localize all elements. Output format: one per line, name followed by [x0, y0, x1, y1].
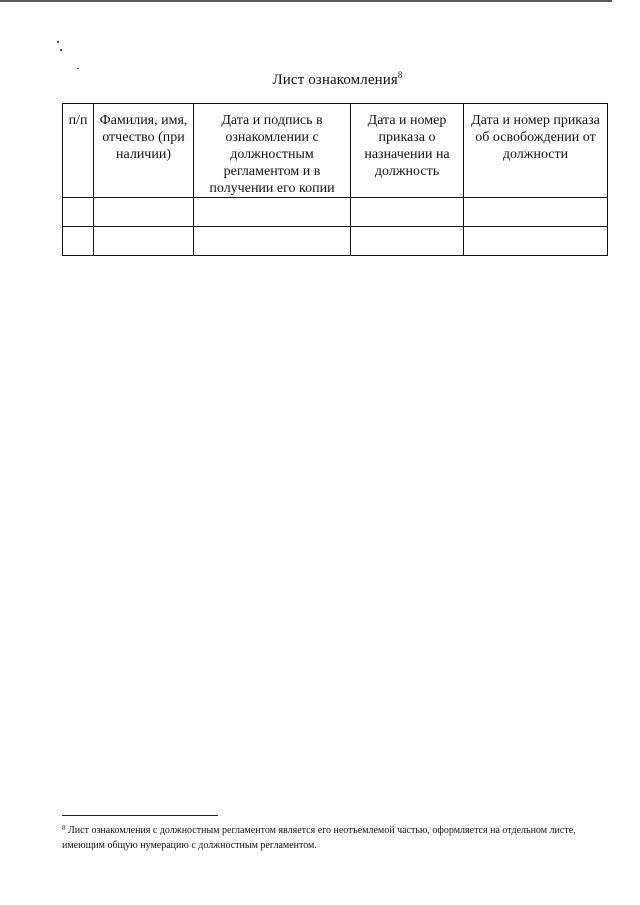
scan-speck [57, 41, 59, 43]
title-footnote-mark: 8 [397, 70, 403, 80]
footnote [62, 821, 617, 853]
table-cell[interactable] [63, 198, 94, 227]
top-scan-edge-line [0, 0, 612, 2]
footnote-mark: 8 [62, 824, 66, 832]
header-acknowledgement-date-signature: Дата и подпись в ознакомлении с должностным регламентом и в получении его копии [194, 104, 351, 198]
table-cell[interactable] [351, 227, 464, 256]
scan-speck [60, 49, 62, 51]
table-row [63, 198, 608, 227]
page-title-text: Лист ознакомления [272, 72, 398, 88]
page-title [0, 70, 640, 89]
table-cell[interactable] [94, 227, 194, 256]
footnote-text: Лист ознакомления с должностным регламентом является его неотъемлемой частью, оформляется на отдельном листе, имеющим общую нумерацию с должностным регламентом. [62, 825, 576, 851]
scan-speck [77, 68, 79, 69]
table-cell[interactable] [94, 198, 194, 227]
table-cell[interactable] [194, 198, 351, 227]
header-appointment-order: Дата и номер приказа о назначении на должность [351, 104, 464, 198]
table-header-row [63, 104, 608, 198]
acknowledgement-table [62, 103, 608, 256]
table-cell[interactable] [194, 227, 351, 256]
table-cell[interactable] [464, 227, 608, 256]
header-dismissal-order: Дата и номер приказа об освобождении от должности [464, 104, 608, 198]
table-cell[interactable] [464, 198, 608, 227]
header-number: п/п [63, 104, 94, 198]
table-row [63, 227, 608, 256]
table-cell[interactable] [351, 198, 464, 227]
header-full-name: Фамилия, имя, отчество (при наличии) [94, 104, 194, 198]
table-cell[interactable] [63, 227, 94, 256]
footnote-separator [62, 815, 218, 816]
